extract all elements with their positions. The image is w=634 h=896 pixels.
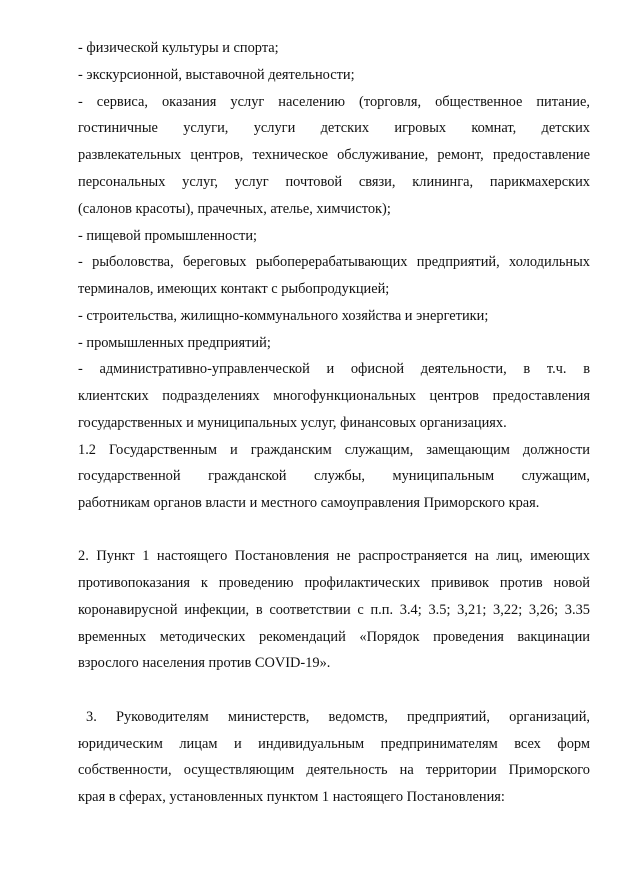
text-line: терминалов, имеющих контакт с рыбопродукцией; [78,281,390,297]
text-line: государственных и муниципальных услуг, финансовых организациях. [78,415,507,431]
text-line: (салонов красоты), прачечных, ателье, химчисток); [78,201,391,217]
text-line: 2. Пункт 1 настоящего Постановления не распространяется на лиц, имеющих [78,548,590,564]
text-line: 1.2 Государственным и гражданским служащим, замещающим должности [78,442,590,458]
text-line: юридическим лицам и индивидуальным предпринимателям всех форм [78,736,590,752]
text-line: противопоказания к проведению профилактических прививок против новой [78,575,590,591]
text-line: взрослого населения против COVID-19». [78,655,331,671]
text-line: - пищевой промышленности; [78,228,258,244]
text-line: - строительства, жилищно-коммунального хозяйства и энергетики; [78,308,489,324]
text-line: 3. Руководителям министерств, ведомств, предприятий, организаций, [86,709,590,725]
text-line: - физической культуры и спорта; [78,40,279,56]
text-line: края в сферах, установленных пунктом 1 настоящего Постановления: [78,789,505,805]
text-line: собственности, осуществляющим деятельность на территории Приморского [78,762,590,778]
text-line: - рыболовства, береговых рыбоперерабатывающих предприятий, холодильных [78,254,590,270]
text-line: - промышленных предприятий; [78,335,271,351]
text-line: работникам органов власти и местного самоуправления Приморского края. [78,495,540,511]
text-line: развлекательных центров, техническое обслуживание, ремонт, предоставление [78,147,590,163]
text-line: коронавирусной инфекции, в соответствии с п.п. 3.4; 3.5; 3,21; 3,22; 3,26; 3.35 [78,602,590,618]
text-line: - сервиса, оказания услуг населению (торговля, общественное питание, [78,94,590,110]
text-line: - экскурсионной, выставочной деятельности; [78,67,355,83]
text-line: - административно-управленческой и офисной деятельности, в т.ч. в [78,361,590,377]
text-line: клиентских подразделениях многофункциональных центров предоставления [78,388,590,404]
text-line: гостиничные услуги, услуги детских игровых комнат, детских [78,120,590,136]
text-line: государственной гражданской службы, муниципальным служащим, [78,468,590,484]
text-line: персональных услуг, услуг почтовой связи, клининга, парикмахерских [78,174,590,190]
text-line: временных методических рекомендаций «Порядок проведения вакцинации [78,629,590,645]
